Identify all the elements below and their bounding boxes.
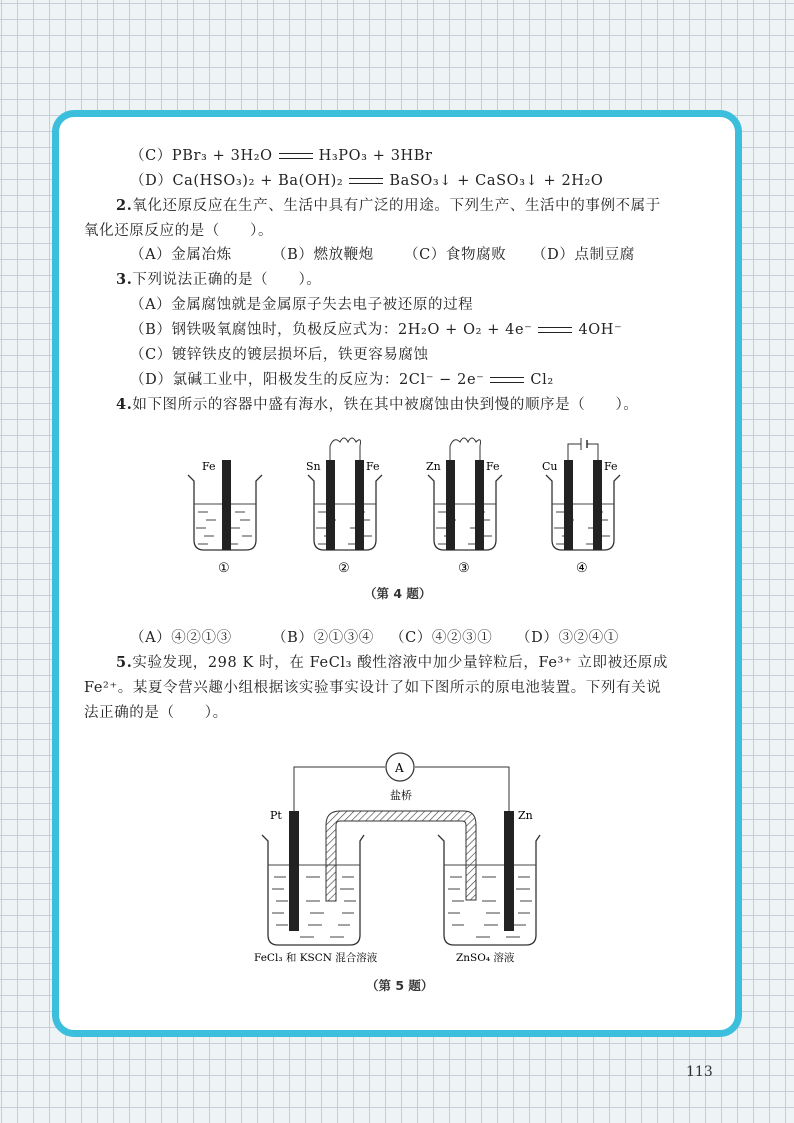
q5-stem-line1 [116, 653, 668, 673]
beaker-4 [542, 438, 620, 576]
svg-text:FeCl₃ 和 KSCN 混合溶液: FeCl₃ 和 KSCN 混合溶液 [254, 952, 378, 964]
page-number: 113 [686, 1064, 713, 1080]
beaker-1 [188, 460, 262, 576]
equals-sign [279, 153, 313, 159]
q4-figure-caption: （第 4 题） [364, 586, 432, 601]
svg-text:③: ③ [458, 561, 470, 576]
q5-figure-galvanic-cell [250, 745, 560, 975]
q2-option-a: （A）金属冶炼 [130, 247, 232, 263]
svg-text:Zn: Zn [518, 809, 533, 822]
q4-option-d: （D）③②④① [516, 630, 619, 646]
beaker-3 [426, 438, 502, 576]
q3-stem [116, 270, 321, 290]
q1-option-d [130, 171, 603, 191]
equation-rhs: H₃PO₃ + 3HBr [318, 148, 433, 164]
svg-text:Fe: Fe [486, 460, 500, 473]
svg-text:Pt: Pt [270, 809, 282, 822]
q4-option-c: （C）④②③① [390, 630, 493, 646]
q4-options [130, 628, 619, 648]
svg-text:Fe: Fe [604, 460, 618, 473]
svg-text:Fe: Fe [202, 460, 216, 473]
zn-electrode [504, 811, 514, 931]
q4-stem [116, 395, 639, 415]
question-text: 氧化还原反应在生产、生活中具有广泛的用途。下列生产、生活中的事例不属于 [132, 198, 661, 214]
q3-option-b: （B）钢铁吸氧腐蚀时，负极反应式为：2H₂O + O₂ + 4e⁻ 4OH⁻ [130, 322, 623, 338]
q4-option-b: （B）②①③④ [272, 630, 374, 646]
q2-option-d: （D）点制豆腐 [532, 247, 635, 263]
svg-text:Cu: Cu [542, 460, 558, 473]
q5-stem-line2: Fe²⁺。某夏令营兴趣小组根据该实验事实设计了如下图所示的原电池装置。下列有关说 [84, 680, 662, 696]
equals-sign [490, 377, 524, 383]
q3-option-d: （D）氯碱工业中，阳极发生的反应为：2Cl⁻ − 2e⁻ Cl₂ [130, 372, 554, 388]
q2-stem-line2: 氧化还原反应的是（ ）。 [84, 223, 274, 239]
svg-text:Zn: Zn [426, 460, 441, 473]
q2-options [130, 245, 635, 265]
q2-option-c: （C）食物腐败 [404, 247, 507, 263]
q3-option-c: （C）镀锌铁皮的镀层损坏后，铁更容易腐蚀 [130, 347, 429, 363]
q2-option-b: （B）燃放鞭炮 [272, 247, 374, 263]
option-label: （C） [130, 148, 172, 164]
option-label: （D） [130, 173, 173, 189]
q1-option-c [130, 146, 433, 166]
pt-electrode [289, 811, 299, 931]
svg-text:Sn: Sn [306, 460, 321, 473]
question-text: 下列说法正确的是（ ）。 [132, 272, 322, 288]
equation-lhs: PBr₃ + 3H₂O [171, 148, 273, 164]
q5-stem-line3: 法正确的是（ ）。 [84, 705, 228, 721]
svg-text:ZnSO₄ 溶液: ZnSO₄ 溶液 [456, 952, 515, 964]
question-text: 如下图所示的容器中盛有海水，铁在其中被腐蚀由快到慢的顺序是（ ）。 [132, 397, 639, 413]
equals-sign [538, 327, 572, 333]
question-number: 4. [116, 396, 133, 413]
equation-rhs: BaSO₃↓ + CaSO₃↓ + 2H₂O [389, 173, 604, 189]
q4-figure-beakers [170, 432, 630, 582]
svg-text:①: ① [218, 561, 230, 576]
question-number: 2. [116, 197, 133, 214]
svg-text:Fe: Fe [366, 460, 380, 473]
beaker-2 [306, 438, 382, 576]
q3-option-a: （A）金属腐蚀就是金属原子失去电子被还原的过程 [130, 297, 474, 313]
q2-stem-line1 [116, 196, 661, 216]
question-number: 5. [116, 654, 133, 671]
svg-text:盐桥: 盐桥 [390, 789, 412, 802]
svg-text:A: A [395, 761, 404, 775]
q4-option-a: （A）④②①③ [130, 630, 232, 646]
equals-sign [349, 178, 383, 184]
svg-text:④: ④ [576, 561, 588, 576]
question-text: 实验发现，298 K 时，在 FeCl₃ 酸性溶液中加少量锌粒后，Fe³⁺ 立即被还原成 [132, 655, 669, 671]
q5-figure-caption: （第 5 题） [366, 978, 434, 993]
question-number: 3. [116, 271, 133, 288]
equation-lhs: Ca(HSO₃)₂ + Ba(OH)₂ [172, 173, 344, 189]
svg-text:②: ② [338, 561, 350, 576]
